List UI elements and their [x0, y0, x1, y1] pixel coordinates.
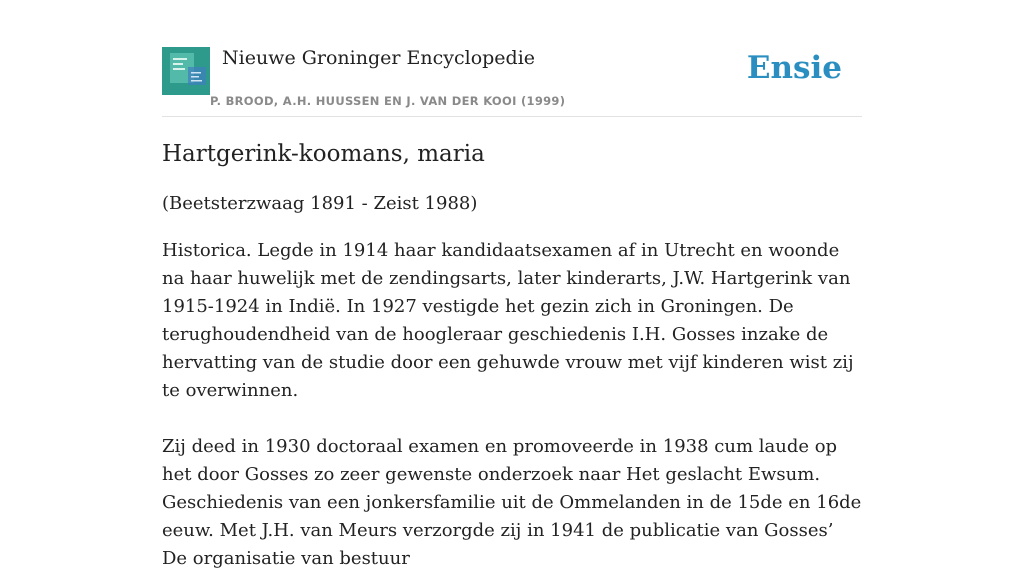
ensie-logo[interactable]: Ensie	[746, 50, 842, 86]
entry-subtitle: (Beetsterzwaag 1891 - Zeist 1988)	[162, 193, 478, 214]
entry-paragraph: Zij deed in 1930 doctoraal examen en promoveerde in 1938 cum laude op het door Gosses zo zeer gewenste onderzoek naar Het geslacht Ewsum. Geschiedenis van een jonkersfamilie uit de Ommelanden in de 15de en 16de eeuw. Met J.H. van Meurs verzorgde zij in 1941 de publicatie van Gosses’ De organisatie van bestuur	[162, 436, 862, 569]
entry-content	[162, 138, 862, 573]
entry-paragraph: Historica. Legde in 1914 haar kandidaatsexamen af in Utrecht en woonde na haar huwelijk met de zendingsarts, later kinderarts, J.W. Hartgerink van 1915-1924 in Indië. In 1927 vestigde het gezin zich in Groningen. De terughoudendheid van de hoogleraar geschiedenis I.H. Gosses inzake de hervatting van de studie door een gehuwde vrouw met vijf kinderen wist zij te overwinnen.	[162, 240, 854, 401]
entry-title: Hartgerink-koomans, maria	[162, 141, 485, 167]
book-cover-icon[interactable]	[162, 47, 210, 95]
source-title[interactable]: Nieuwe Groninger Encyclopedie	[222, 47, 536, 69]
source-authors: P. BROOD, A.H. HUUSSEN EN J. VAN DER KOOI (1999)	[210, 94, 566, 108]
source-header	[162, 40, 862, 117]
